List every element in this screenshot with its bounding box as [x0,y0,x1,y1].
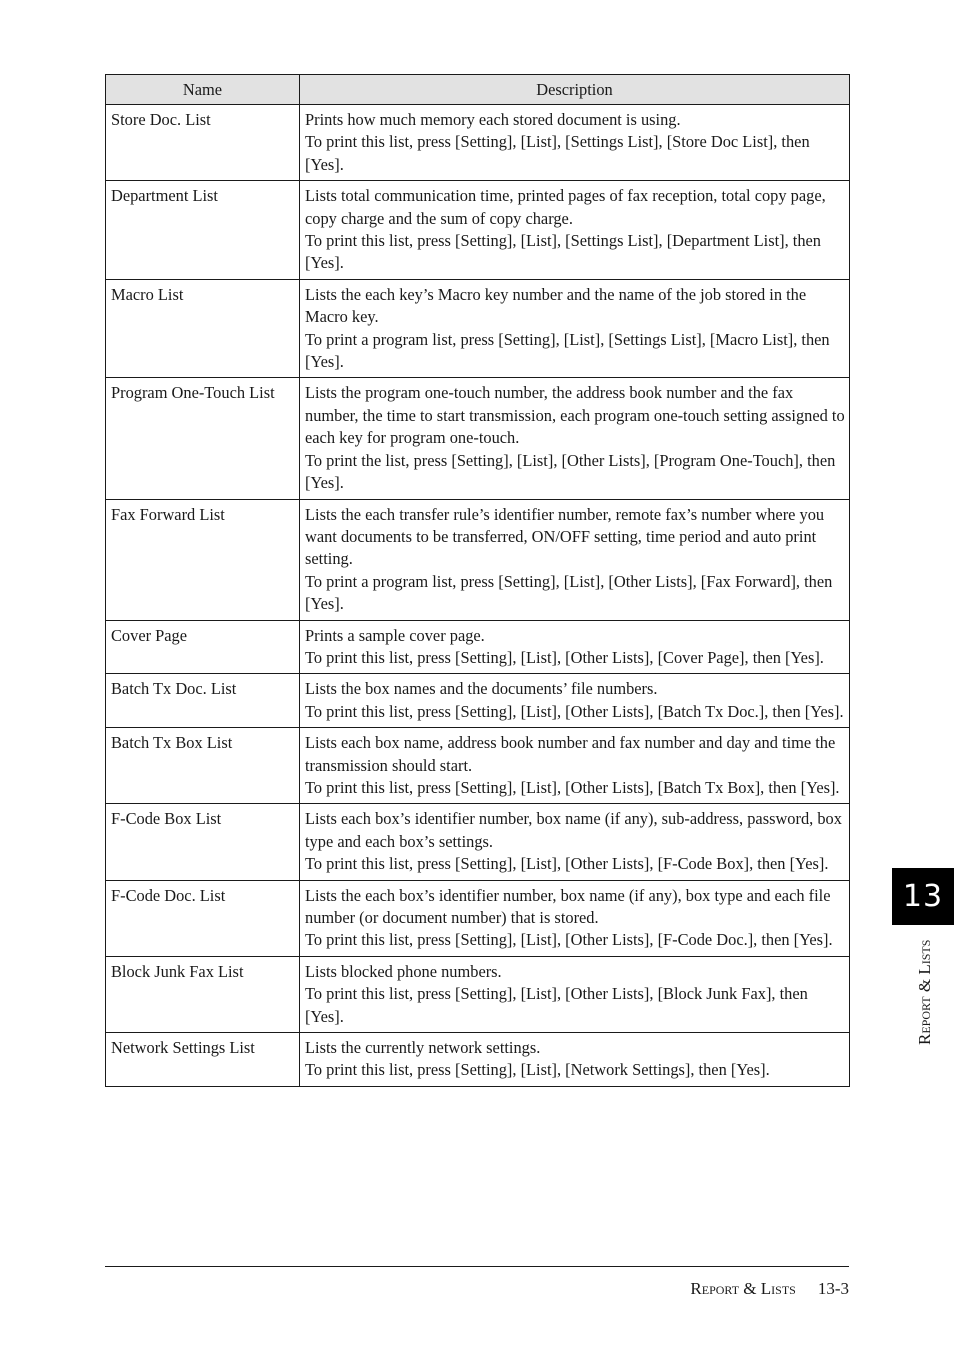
row-name: Program One-Touch List [106,378,300,499]
chapter-tab: 13 [892,868,954,925]
description-line: Lists the each box’s identifier number, box name (if any), box type and each file number (or document number) that is stored. [305,885,831,927]
table-row [106,105,850,181]
description-line: Lists the box names and the documents’ file numbers. [305,679,658,699]
row-description [300,674,850,728]
row-name: Batch Tx Box List [106,728,300,804]
page-footer [690,1278,849,1300]
description-line: To print this list, press [Setting], [List], [Settings List], [Department List], then [Yes]. [305,231,822,273]
row-description [300,804,850,880]
description-line: To print this list, press [Setting], [List], [Other Lists], [F-Code Doc.], then [Yes]. [305,930,833,950]
table-row [106,880,850,956]
row-description [300,181,850,280]
table-row [106,804,850,880]
table-row [106,620,850,674]
header-description: Description [300,75,850,105]
header-name: Name [106,75,300,105]
table-row [106,279,850,378]
lists-table [105,74,850,1087]
description-line: To print this list, press [Setting], [List], [Other Lists], [Cover Page], then [Yes]. [305,647,824,667]
description-line: Prints how much memory each stored document is using. [305,110,681,129]
row-description [300,620,850,674]
row-description [300,279,850,378]
description-line: To print a program list, press [Setting], [List], [Other Lists], [Fax Forward], then [Yes]. [305,571,833,614]
row-description [300,880,850,956]
row-name: Block Junk Fax List [106,956,300,1032]
row-description [300,956,850,1032]
row-name: F-Code Doc. List [106,880,300,956]
description-line: Prints a sample cover page. [305,625,485,645]
row-description [300,728,850,804]
description-line: To print this list, press [Setting], [List], [Other Lists], [Batch Tx Doc.], then [Yes]. [305,701,844,721]
description-line: Lists each box’s identifier number, box name (if any), sub-address, password, box type and each box’s settings. [305,809,842,851]
description-line: To print the list, press [Setting], [List], [Other Lists], [Program One-Touch], then [Yes]. [305,450,836,493]
page-number: 13-3 [817,1279,849,1298]
description-line: Lists the currently network settings. [305,1038,541,1058]
row-name: Department List [106,181,300,280]
row-name: Fax Forward List [106,499,300,620]
table-row [106,674,850,728]
table-row [106,1033,850,1087]
row-name: Macro List [106,279,300,378]
row-name: Cover Page [106,620,300,674]
description-line: Lists the each key’s Macro key number and the name of the job stored in the Macro key. [305,284,807,327]
description-line: Lists the program one-touch number, the address book number and the fax number, the time to start transmission, each program one-touch setting assigned to each key for program one-touch. [305,383,845,448]
row-description [300,378,850,499]
description-line: To print this list, press [Setting], [List], [Network Settings], then [Yes]. [305,1060,770,1080]
row-description [300,499,850,620]
description-line: Lists blocked phone numbers. [305,961,502,981]
description-line: To print this list, press [Setting], [List], [Other Lists], [Batch Tx Box], then [Yes]. [305,777,840,797]
description-line: Lists each box name, address book number and fax number and day and time the transmission should start. [305,733,836,775]
row-name: Network Settings List [106,1033,300,1087]
table-row [106,728,850,804]
description-line: Lists the each transfer rule’s identifier number, remote fax’s number where you want documents to be transferred, ON/OFF setting, time period and auto print setting. [305,504,825,569]
description-line: To print a program list, press [Setting], [List], [Settings List], [Macro List], then [Yes]. [305,329,830,372]
row-name: F-Code Box List [106,804,300,880]
table-row [106,181,850,280]
table-row [106,956,850,1032]
row-name: Store Doc. List [106,105,300,181]
table-row [106,378,850,499]
row-description [300,105,850,181]
footer-divider [105,1266,849,1267]
chapter-side-label: Report & Lists [915,940,934,1046]
description-line: To print this list, press [Setting], [List], [Other Lists], [Block Junk Fax], then [Yes]. [305,984,808,1026]
footer-section: Report & Lists [690,1279,796,1298]
description-line: To print this list, press [Setting], [List], [Settings List], [Store Doc List], then [Yes]. [305,132,810,174]
description-line: To print this list, press [Setting], [List], [Other Lists], [F-Code Box], then [Yes]. [305,854,829,874]
table-header-row [106,75,850,105]
description-line: Lists total communication time, printed pages of fax reception, total copy page, copy charge and the sum of copy charge. [305,186,826,228]
row-name: Batch Tx Doc. List [106,674,300,728]
row-description [300,1033,850,1087]
table-row [106,499,850,620]
